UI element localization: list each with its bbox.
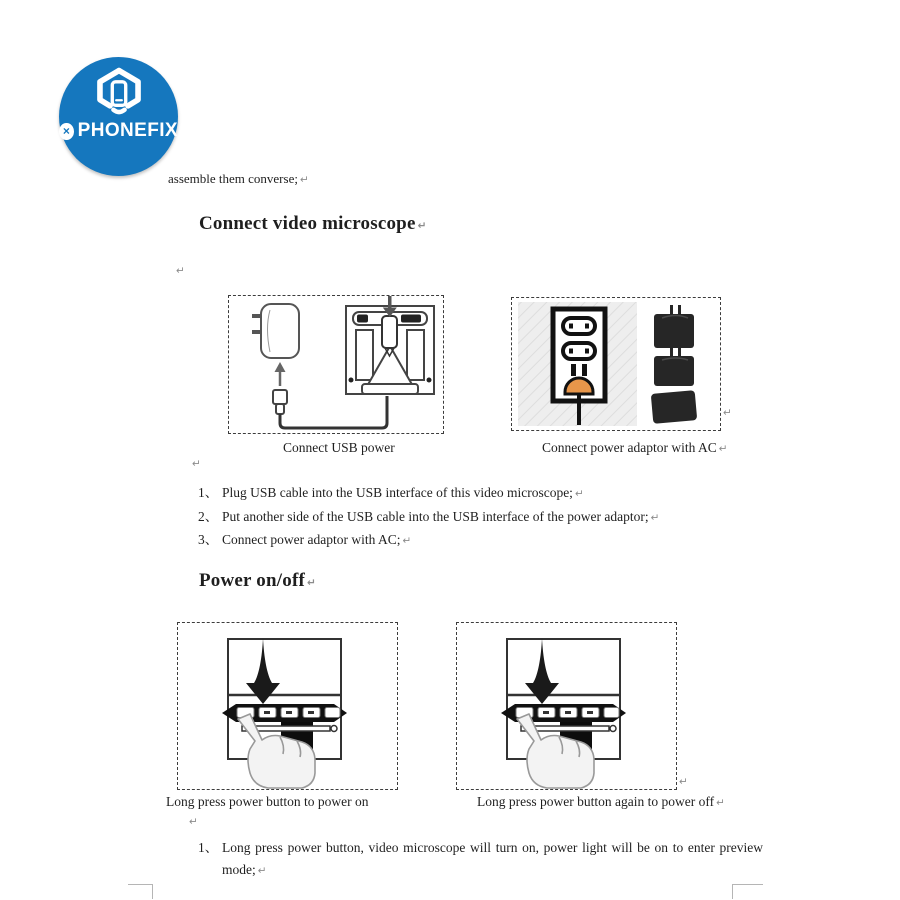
section-heading-power: Power on/off ↵ — [199, 570, 317, 591]
paragraph-mark: ↵ — [574, 488, 584, 500]
paragraph-mark: ↵ — [650, 511, 660, 524]
usb-charger-illustration — [229, 296, 443, 433]
press-power-button-illustration — [457, 623, 676, 789]
page-margin-corner-right — [732, 884, 763, 899]
step-number: 1、 — [198, 485, 219, 500]
caption-connect-power-adaptor: Connect power adaptor with AC ↵ — [542, 440, 728, 455]
step-text: Put another side of the USB cable into the USB interface of the power adaptor; — [222, 508, 649, 524]
page-margin-corner-left — [128, 884, 153, 899]
figure-power-adaptor-ac — [511, 297, 721, 431]
caption-connect-usb-power: Connect USB power — [283, 440, 395, 455]
list-item — [198, 529, 758, 553]
logo-brand-text: PHONEFIX — [77, 120, 178, 141]
section-heading-connect: Connect video microscope ↵ — [199, 213, 427, 234]
caption-power-off: Long press power button again to power off ↵ — [477, 794, 725, 809]
paragraph-mark: ↵ — [257, 864, 267, 877]
phonefix-wrench-phone-icon — [90, 65, 148, 121]
paragraph-mark: ↵ — [417, 220, 427, 232]
figure-power-off — [456, 622, 677, 790]
phonefix-logo — [59, 57, 178, 176]
press-power-button-illustration — [178, 623, 397, 789]
power-steps-list — [198, 837, 763, 882]
paragraph-mark: ↵ — [679, 776, 688, 788]
power-adapters-photo — [651, 305, 697, 424]
step-number: 1、 — [198, 840, 219, 855]
connect-steps-list — [198, 482, 758, 553]
paragraph-mark: ↵ — [307, 577, 317, 589]
paragraph-mark: ↵ — [176, 265, 185, 277]
list-item — [198, 482, 758, 506]
step-text: Plug USB cable into the USB interface of this video microscope; — [222, 485, 573, 500]
wall-outlet-plug-illustration — [512, 298, 720, 430]
paragraph-mark: ↵ — [192, 458, 201, 470]
figure-connect-usb-power — [228, 295, 444, 434]
caption-power-on: Long press power button to power on — [166, 794, 369, 809]
step-number: 3、 — [198, 532, 219, 547]
figure-power-on — [177, 622, 398, 790]
intro-text: assemble them converse; ↵ — [168, 171, 309, 186]
step-text: Long press power button, video microscope will turn on, power light will be on to enter preview mode; — [222, 840, 763, 877]
paragraph-mark: ↵ — [189, 816, 198, 828]
paragraph-mark: ↵ — [299, 174, 309, 186]
paragraph-mark: ↵ — [716, 797, 725, 809]
step-number: 2、 — [198, 508, 219, 524]
logo-x-badge-icon: × — [59, 123, 74, 140]
step-text: Connect power adaptor with AC; — [222, 532, 401, 547]
list-item — [198, 506, 758, 530]
paragraph-mark: ↵ — [718, 443, 728, 455]
logo-text-row — [59, 120, 178, 142]
paragraph-mark: ↵ — [402, 535, 412, 547]
paragraph-mark: ↵ — [723, 407, 732, 419]
